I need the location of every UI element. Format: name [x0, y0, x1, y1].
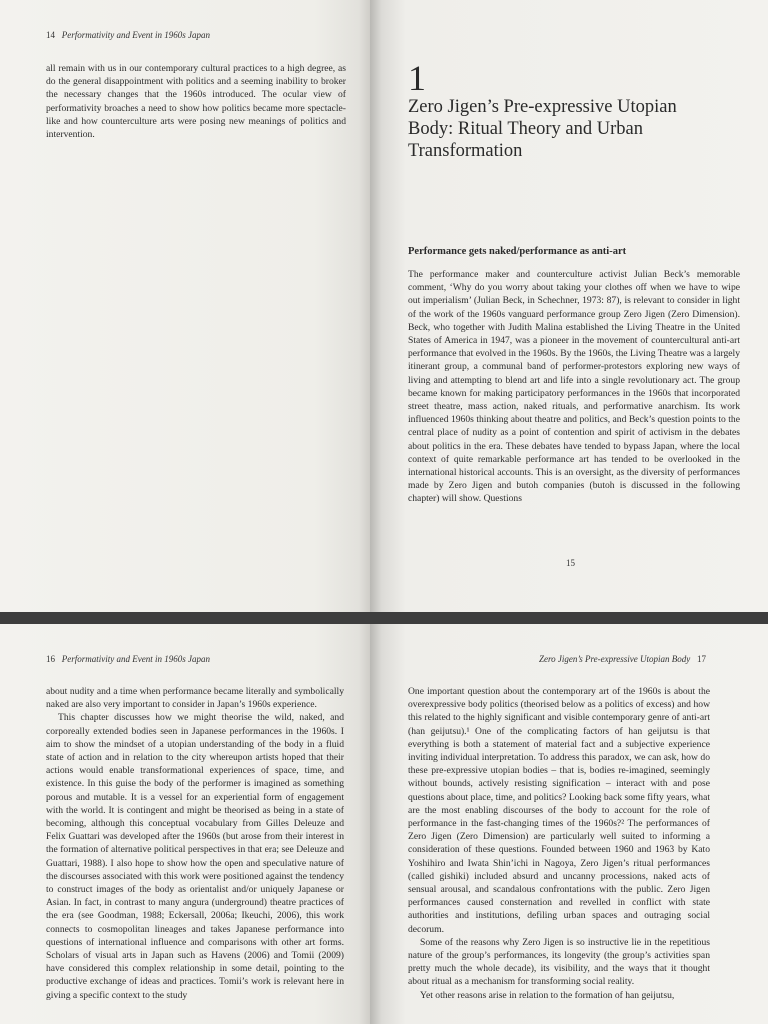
page-number: 14	[46, 30, 55, 40]
body-text	[408, 685, 710, 1002]
running-head-title: Performativity and Event in 1960s Japan	[61, 654, 210, 664]
body-text	[46, 685, 344, 1002]
paragraph: One important question about the contemporary art of the 1960s is about the overexpressive body politics (theorised below as a politics of excess) and how this related to the highly significant and visible contemporary genre of anti-art (han geijutsu).¹ One of the complicating factors of han geijutsu is that everything is both a statement of material fact and a subjective experience inviting individual interpretation. To address this paradox, we can ask, how do these pre-expressive utopian bodies – that is, bodies re-imagined, seemingly without bounds, actively resisting signification – interact with and pose questions about place, time, and politics? Looking back some fifty years, what are the most enabling discourses of the body to account for the role of performance in the fast-changing times of the 1960s?² The performances of Zero Jigen (Zero Dimension) are particularly well suited to informing a consideration of these questions. Founded between 1960 and 1963 by Kato Yoshihiro and Iwata Shin’ichi in Nagoya, Zero Jigen’s ritual performances (called gishiki) included absurd and uncanny processions, naked acts of sensual arousal, and scandalous confrontations with the public. Zero Jigen performances caused consternation and revelled in conflict with state authorities and institutions, defiling urban spaces and outraging social decorum.	[408, 686, 710, 935]
running-head	[539, 654, 706, 664]
paragraph: Yet other reasons arise in relation to the formation of han geijutsu,	[420, 989, 675, 1001]
page-number: 15	[566, 558, 575, 568]
paragraph: all remain with us in our contemporary cultural practices to a high degree, as do the general disappointment with politics and a seeming inability to broker the necessary changes that the 1960s introduced. The ocular view of performativity broaches a need to show how politics became more spectacle-like and how counterculture arts were posing new meanings of politics and intervention.	[46, 63, 346, 141]
running-head	[46, 654, 210, 664]
paragraph: The performance maker and counterculture activist Julian Beck’s memorable comment, ‘Why do you worry about taking your clothes off when we have to wipe out imperialism’ (Julian Beck, in Schechner, 1973: 87), is relevant to consider in light of the work of the 1960s vanguard performance group Zero Jigen (Zero Dimension). Beck, who together with Judith Malina established the Living Theatre in the United States of America in 1947, was a pioneer in the movement of countercultural anti-art performance that evolved in the 1960s. By the 1960s, the Living Theatre was a largely itinerant group, a communal band of performer-protestors exploring new ways of living and attempting to blend art and life into a single revolutionary act. The group became known for making participatory performances in the 1960s that incorporated street theatre, mass action, naked rituals, and performative anarchism. Its work influenced 1960s thinking about theatre and politics, and Beck’s question points to the central place of nudity as a point of contention and spirit of activism in the debates about politics in the era. These debates have tended to bypass Japan, where the local context of quite remarkable performance art has tended to be overlooked in the international historical accounts. This is an oversight, as the diversity of performances made by Zero Jigen and butoh companies (butoh is discussed in the following chapter) will show. Questions	[408, 269, 740, 505]
chapter-title: Zero Jigen’s Pre-expressive Utopian Body: Ritual Theory and Urban Transformation	[408, 97, 677, 161]
paragraph: about nudity and a time when performance became literally and symbolically naked are also very important to consider in Japan’s 1960s experience.	[46, 686, 344, 711]
page-15	[370, 0, 768, 612]
chapter-number: 1	[408, 58, 426, 98]
paragraph: This chapter discusses how we might theorise the wild, naked, and corporeally extended bodies seen in Japanese performances in the 1960s. I aim to show the mindset of a utopian understanding of the body in a fluid state of action and in relation to the city whereupon artists hoped that their actions would enable transformational experiences of space, time, and existence. In this guise the body of the performer is imagined as something porous and mutable. It is a vessel for an experiential form of engagement with the world. It is contingent and might be theorised as being in a state of becoming, although this conceptual vocabulary from Gilles Deleuze and Felix Guattari was developed after the 1960s (but arose from their interest in the formation of alternative political perspectives in that era; see Deleuze and Guattari, 1988). I also hope to show how the open and speculative nature of the discourses associated with this work were positioned against the tendency to construct images of the body as orientalist and/or uniquely Japanese or Asian. In fact, in contrast to many angura (underground) theatre practices of the era (see Goodman, 1988; Eckersall, 2006a; Ikeuchi, 2006), this work connects to cosmopolitan lineages and takes Japanese performance into questions of international influence and comparisons with other art forms. Scholars of visual arts in Japan such as Havens (2006) and Tomii (2009) have considered this complex relationship in some detail, pointing to the productive exchange of ideas and practices. Tomii’s work is relevant here in giving a specific context to the study	[46, 712, 344, 1001]
page-16	[0, 624, 370, 1024]
paragraph: Some of the reasons why Zero Jigen is so instructive lie in the repetitious nature of the group’s performances, its longevity (the group’s activities span pretty much the whole decade), its visibility, and the ways that it thought about ritual as a mechanism for transforming social reality.	[408, 936, 710, 988]
page-number: 16	[46, 654, 55, 664]
page-17	[370, 624, 768, 1024]
page-number: 17	[697, 654, 706, 664]
page-14	[0, 0, 370, 612]
section-heading: Performance gets naked/performance as anti-art	[408, 246, 627, 257]
body-text	[46, 62, 346, 141]
body-text	[408, 268, 740, 506]
running-head-title: Performativity and Event in 1960s Japan	[61, 30, 210, 40]
page-separator	[0, 612, 768, 624]
running-head-title: Zero Jigen’s Pre-expressive Utopian Body	[538, 654, 691, 664]
running-head	[46, 30, 210, 40]
